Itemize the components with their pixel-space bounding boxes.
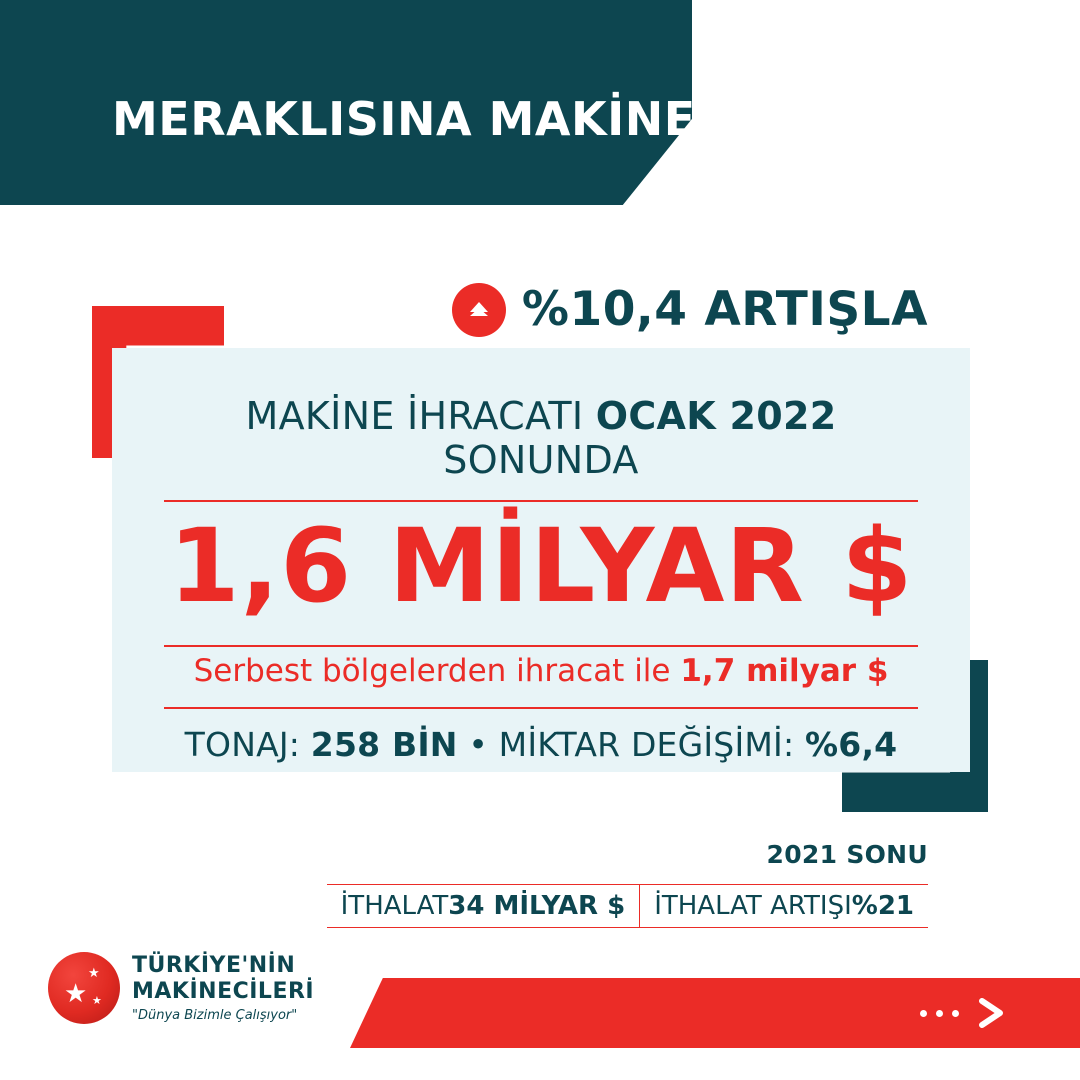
star-icon-small-1: ★ [88,965,100,980]
logo-line-2: MAKİNECİLERİ [132,979,315,1004]
dot-3 [952,1010,959,1017]
logo-text-block [132,953,314,1023]
quantity-change-label: MİKTAR DEĞİŞİMİ: [498,725,806,765]
import-growth-value: %21 [851,891,914,921]
import-growth [640,885,928,927]
increase-label: %10,4 ARTIŞLA [521,282,928,337]
increase-indicator [452,282,928,337]
import-total-label: İTHALAT [340,891,449,921]
card-headline-suffix: SONUNDA [443,438,639,482]
import-total [327,885,640,927]
free-zone-note-prefix: Serbest bölgelerden ihracat ile [193,653,681,690]
up-arrow-icon [452,283,506,337]
quantity-change-value: %6,4 [805,725,898,765]
logo-line-1: TÜRKİYE'NİN [132,953,296,979]
stat-separator: • [457,725,499,765]
main-stat-card [112,348,970,772]
free-zone-note-value: 1,7 milyar $ [680,653,889,690]
footer-bar [350,978,1080,1048]
card-headline [164,378,918,482]
tonnage-label: TONAJ: [184,725,311,765]
tonnage-value: 258 BİN [310,725,458,765]
import-growth-label: İTHALAT ARTIŞI [654,891,852,921]
card-headline-prefix: MAKİNE İHRACATI [245,394,596,438]
year-label: 2021 SONU [766,840,928,869]
star-icon-small-2: ★ [92,995,102,1007]
import-total-value: 34 MİLYAR $ [448,891,626,921]
chevron-right-icon[interactable] [920,993,1014,1033]
page-title: MERAKLISINA MAKİNE [112,92,696,146]
free-zone-note [164,647,918,689]
brand-logo [48,952,314,1024]
logo-mark-icon [48,952,120,1024]
logo-slogan: "Dünya Bizimle Çalışıyor" [132,1007,298,1023]
dot-1 [920,1010,927,1017]
secondary-stats [164,709,918,764]
star-icon-large: ★ [64,978,88,1008]
dot-2 [936,1010,943,1017]
primary-value: 1,6 MİLYAR $ [168,507,914,626]
import-stats-row [327,884,928,928]
card-headline-period: OCAK 2022 [595,394,837,438]
